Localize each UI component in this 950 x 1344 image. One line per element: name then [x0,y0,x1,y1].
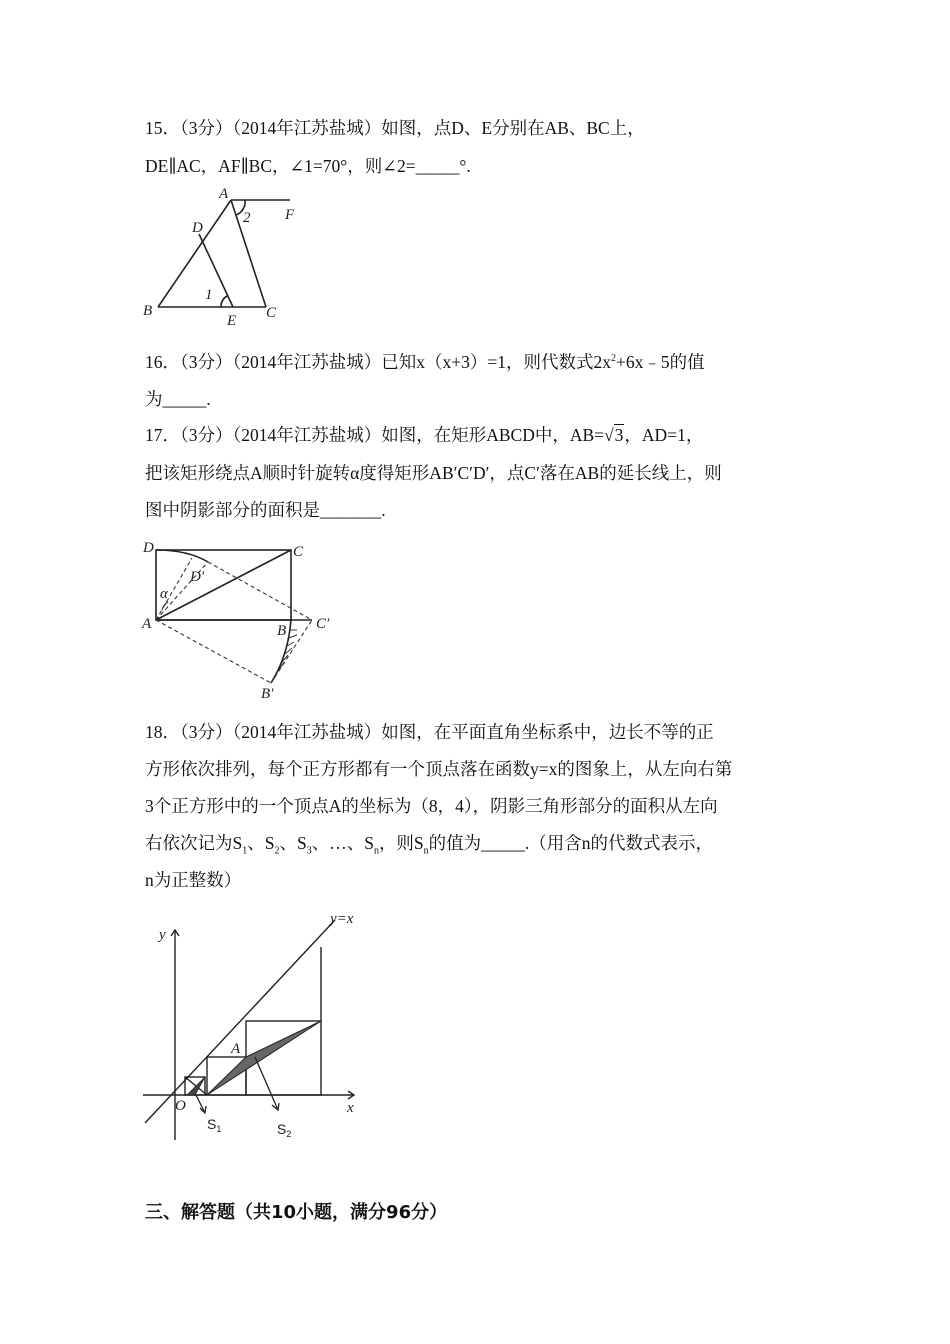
q17-sqrt-sign: √ [604,425,614,445]
q15-label-angle2: 2 [243,210,251,226]
q17-figure [140,538,340,703]
q15-segment-ab [158,200,231,307]
q18-sub-n2: n [423,845,429,857]
q17-arc-dd [156,550,208,562]
section-heading: 三、解答题（共10小题，满分96分） [145,1202,448,1223]
q18-pointer-s1 [195,1093,205,1113]
q16-line-1 [145,350,705,374]
q18-text-a: 右依次记为S [145,833,243,853]
q18-label-s2: $S_2$ [277,1121,292,1139]
q17-sqrt-value: 3 [614,425,624,445]
q18-text-c: 、S [279,833,307,853]
q15-angle1-arc [221,296,227,307]
q17-label-alpha: α [160,586,168,602]
q18-label-s1: $S_1$ [207,1116,222,1134]
q16-text-b: +6x﹣5的值 [616,352,705,372]
q17-line-1 [145,423,703,447]
q18-label-x: x [347,1100,354,1116]
q17-label-d2: D′ [190,569,205,585]
q15-label-e: E [227,313,237,329]
q15-label-b: B [143,303,153,319]
q17-label-c: C [293,544,304,560]
q17-label-a: A [142,616,152,632]
q16-text-a: 16．（3分）（2014年江苏盐城）已知x（x+3）=1，则代数式2x [145,352,611,372]
q18-line-1: 18．（3分）（2014年江苏盐城）如图，在平面直角坐标系中，边长不等的正 [145,722,714,742]
q18-sub-2: 2 [274,845,280,857]
q17-line-3: 图中阴影部分的面积是_______. [145,500,386,520]
q15-line-2: DE∥AC，AF∥BC，∠1=70°，则∠2=_____°. [145,156,471,176]
q18-sub-n: n [373,845,379,857]
q18-line-4 [145,831,713,855]
q18-label-o: O [175,1098,186,1114]
q18-text-b: 、S [247,833,275,853]
q18-text-f: 的值为_____.（用含n的代数式表示， [428,833,714,853]
q18-sub-1: 1 [242,845,248,857]
q15-label-angle1: 1 [205,287,213,303]
q15-label-f: F [285,207,295,223]
q17-label-b: B [277,623,287,639]
q18-shaded-s1 [187,1077,205,1095]
q18-line-2: 方形依次排列，每个正方形都有一个顶点落在函数y=x的图象上，从左向右第 [145,759,733,779]
q17-line-2: 把该矩形绕点A顺时针旋转α度得矩形AB′C′D′，点C′落在AB的延长线上，则 [145,463,722,483]
q17-dashed-d2c2 [208,562,312,620]
q17-sqrt [604,423,624,447]
q18-line-3: 3个正方形中的一个顶点A的坐标为（8，4），阴影三角形部分的面积从左向 [145,796,718,816]
q18-text-d: 、…、S [311,833,374,853]
q15-label-c: C [266,305,277,321]
q17-label-d: D [143,540,154,556]
q15-line-1: 15．（3分）（2014年江苏盐城）如图，点D、E分别在AB、BC上， [145,118,645,138]
q18-label-y: y [159,927,166,943]
q18-line-5: n为正整数） [145,870,242,890]
q17-text-a: 17．（3分）（2014年江苏盐城）如图，在矩形ABCD中，AB= [145,425,605,445]
q18-shaded-s2 [207,1021,321,1095]
q18-label-a: A [231,1041,241,1057]
q18-text-e: ，则S [378,833,424,853]
q17-label-c2: C′ [316,616,330,632]
q15-label-a: A [219,186,229,202]
q15-figure [135,182,315,332]
q17-diagonal-ac [156,550,291,620]
q16-exponent: 2 [611,353,616,365]
q17-label-b2: B′ [261,686,274,702]
q18-figure [135,905,375,1150]
q17-alpha-arc [162,602,168,610]
q15-label-d: D [192,220,203,236]
q18-pointer-s2 [255,1057,278,1110]
q17-text-b: ，AD=1， [624,425,704,445]
q18-label-yx: y=x [330,911,354,927]
q18-sub-3: 3 [306,845,312,857]
q17-dashed-ab2 [156,620,271,683]
q16-line-2: 为_____. [145,389,211,409]
